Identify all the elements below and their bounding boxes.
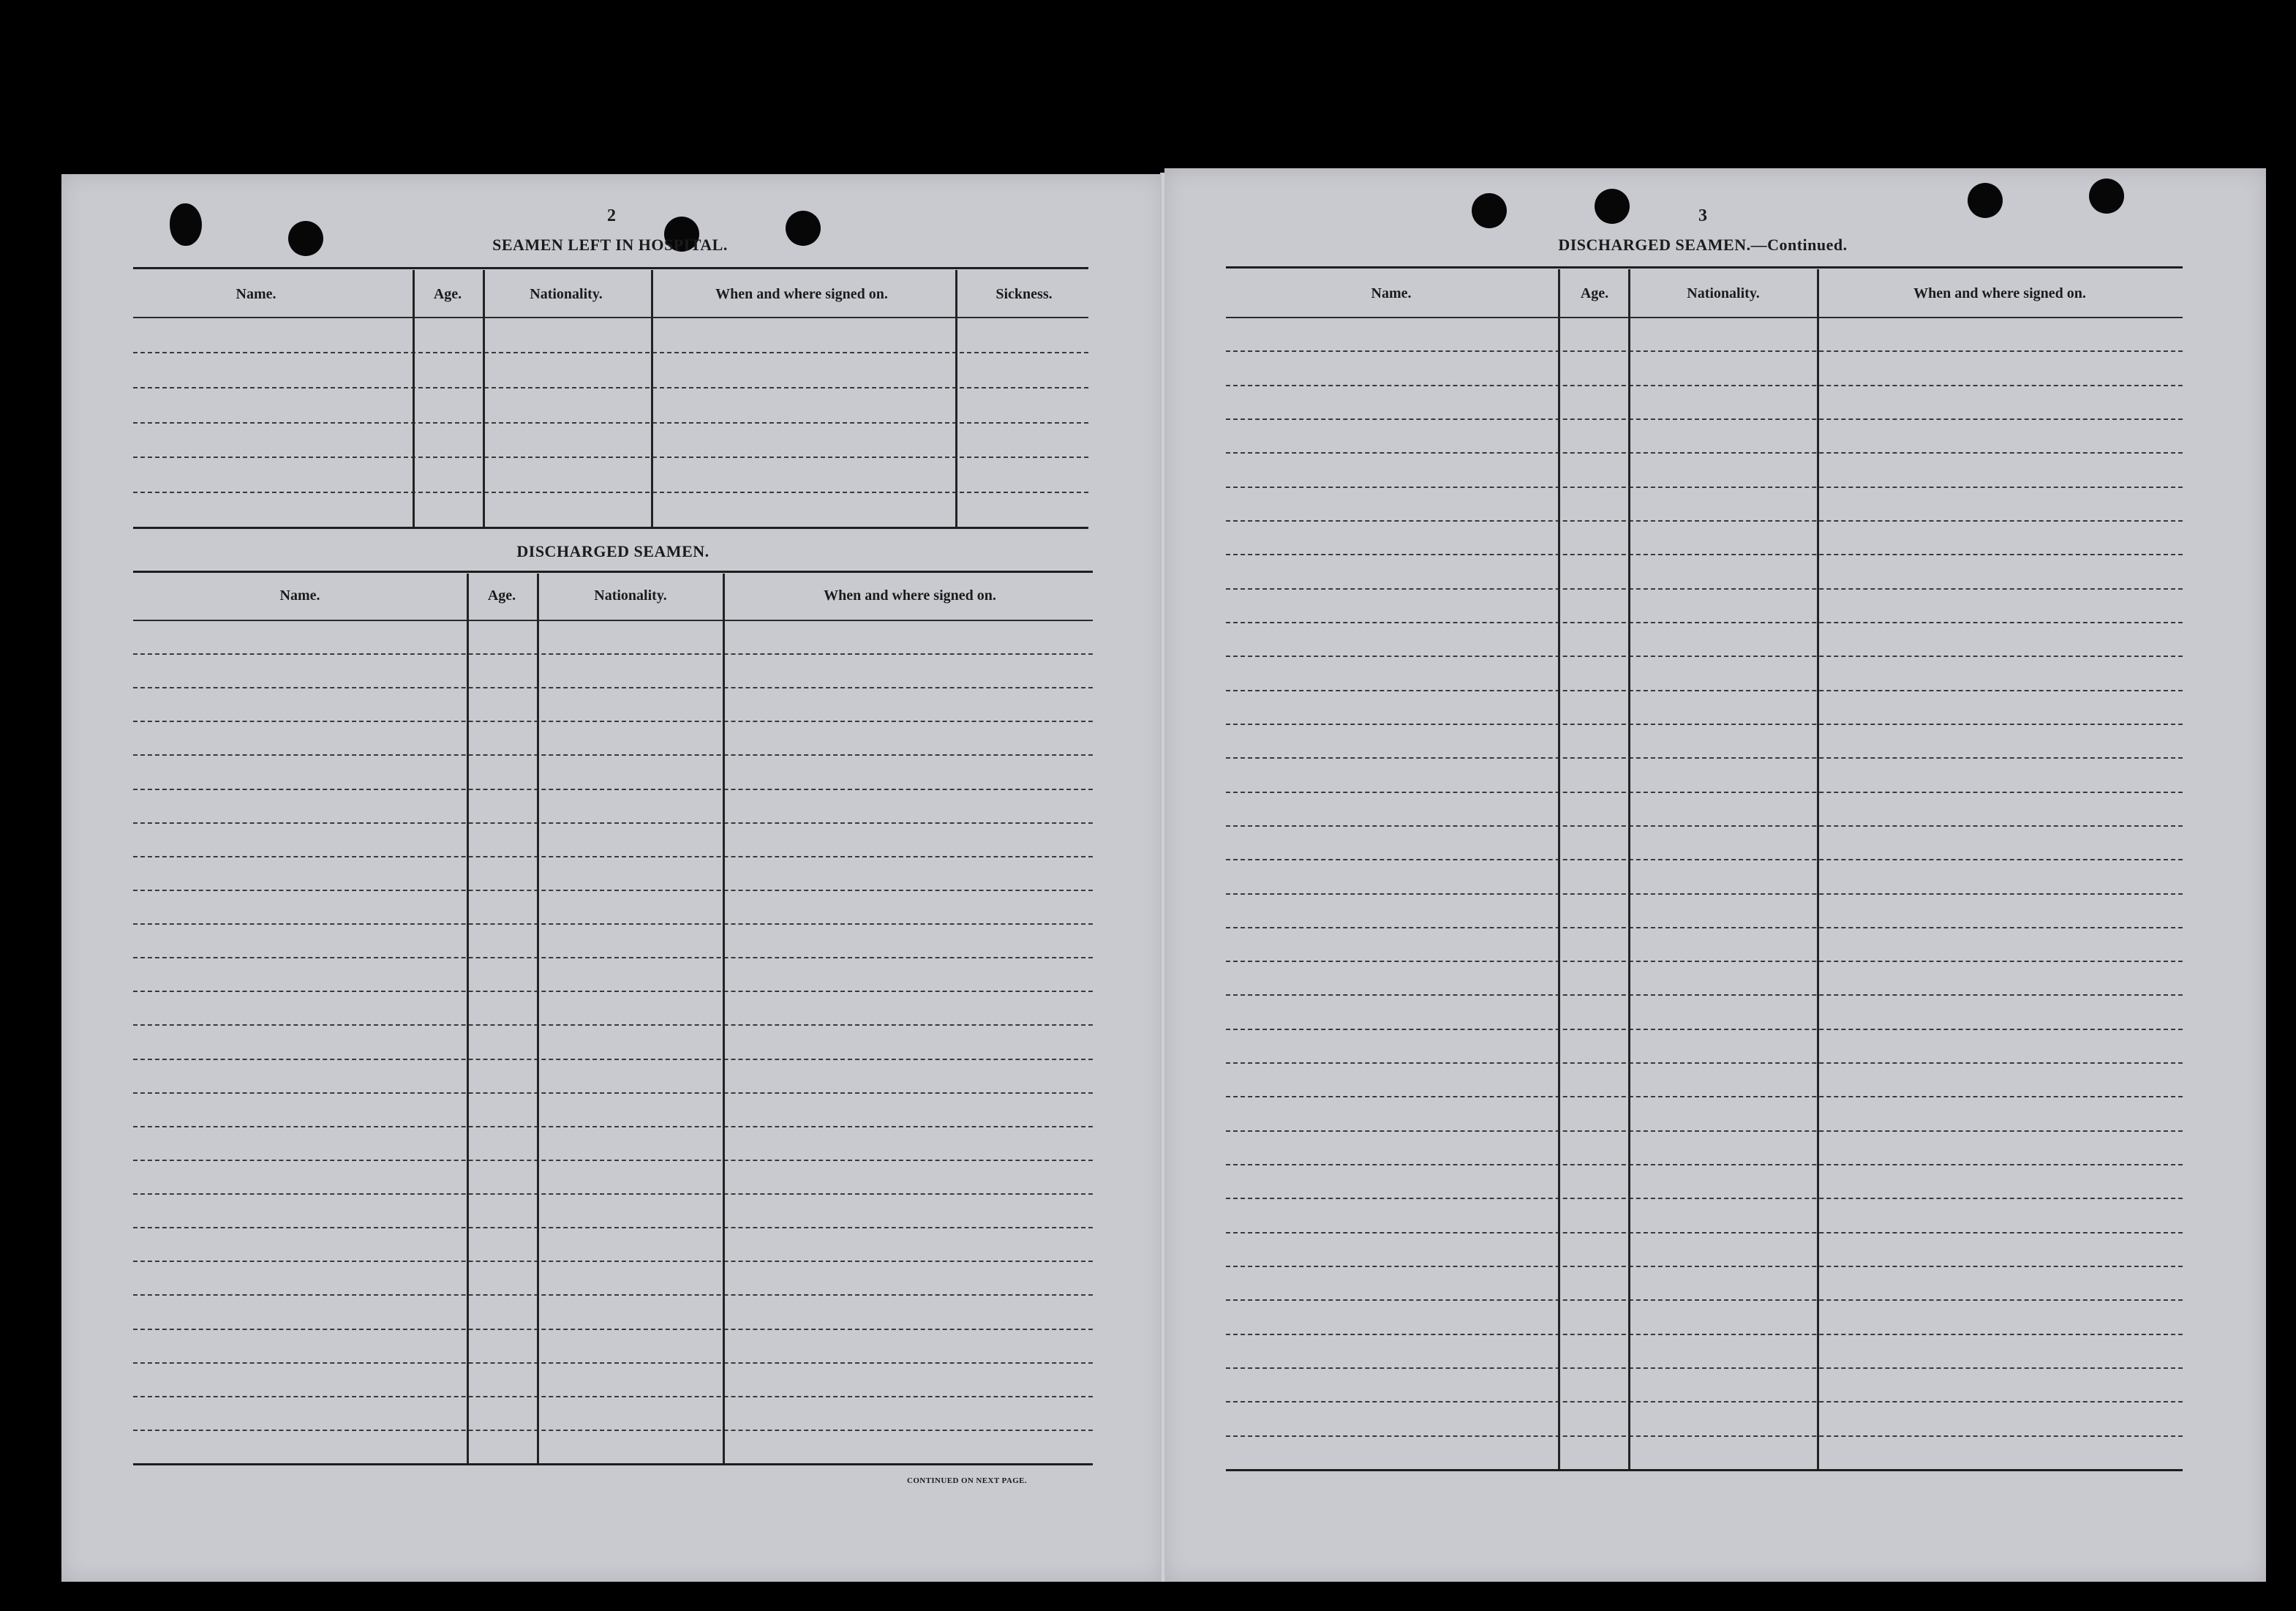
hospital-table-top-rule (133, 267, 1088, 269)
discharged-table-row-line (133, 1024, 1093, 1026)
continued-col-name-header: Name. (1371, 285, 1412, 301)
continued-table-row-line (1226, 1299, 2183, 1301)
discharged-table-row-line (133, 1396, 1093, 1397)
continued-table-row-line (1226, 1334, 2183, 1335)
continued-table-row-line (1226, 927, 2183, 928)
continued-table-row-line (1226, 418, 2183, 420)
hospital-table-bottom-rule (133, 527, 1088, 529)
continued-table-row-line (1226, 690, 2183, 691)
continued-table-top-rule (1226, 266, 2183, 268)
discharged-table-row-line (133, 1059, 1093, 1060)
discharged-table-row-line (133, 1261, 1093, 1262)
discharged-table-bottom-rule (133, 1463, 1093, 1465)
continued-table-row-line (1226, 1130, 2183, 1132)
discharged-col-name-header: Name. (279, 587, 320, 604)
discharged-table-row-line (133, 991, 1093, 992)
continued-col-signed-on-header: When and where signed on. (1913, 285, 2086, 301)
continued-table-column-divider (1628, 269, 1630, 1469)
discharged-table-row-line (133, 754, 1093, 756)
continued-col-nationality-header: Nationality. (1687, 285, 1760, 301)
discharged-table-row-line (133, 1092, 1093, 1094)
continued-table-row-line (1226, 961, 2183, 962)
left-page-number: 2 (607, 206, 616, 225)
discharged-col-nationality-header: Nationality. (594, 587, 667, 604)
continued-table-row-line (1226, 1029, 2183, 1030)
continued-table-row-line (1226, 825, 2183, 827)
discharged-table-row-line (133, 923, 1093, 925)
continued-table-row-line (1226, 1367, 2183, 1369)
discharged-section-title: DISCHARGED SEAMEN. (516, 542, 709, 560)
continued-table-row-line (1226, 487, 2183, 488)
punch-hole (170, 203, 202, 246)
continued-table-row-line (1226, 554, 2183, 555)
continued-table-row-line (1226, 792, 2183, 793)
punch-hole (2089, 179, 2124, 214)
hospital-table-column-divider (483, 270, 485, 527)
hospital-table-row-line (133, 422, 1088, 424)
left-form-page (61, 174, 1164, 1582)
continued-table-row-line (1226, 994, 2183, 996)
continued-table-row-line (1226, 385, 2183, 386)
discharged-table-row-line (133, 1126, 1093, 1127)
hospital-col-age-header: Age. (433, 286, 462, 302)
punch-hole (288, 221, 323, 256)
discharged-table-row-line (133, 957, 1093, 958)
continued-table-column-divider (1558, 269, 1560, 1469)
continued-table-row-line (1226, 1435, 2183, 1437)
punch-hole (1968, 183, 2003, 218)
continued-table-row-line (1226, 1232, 2183, 1233)
discharged-table-column-divider (723, 574, 725, 1463)
continued-table-row-line (1226, 350, 2183, 352)
discharged-table-row-line (133, 721, 1093, 722)
discharged-table-row-line (133, 653, 1093, 655)
punch-hole (1472, 193, 1507, 228)
discharged-table-header-rule (133, 620, 1093, 621)
continued-table-row-line (1226, 588, 2183, 590)
hospital-table-row-line (133, 352, 1088, 353)
continued-table-column-divider (1817, 269, 1819, 1469)
continued-table-bottom-rule (1226, 1469, 2183, 1471)
right-form-page (1164, 168, 2266, 1582)
hospital-table-column-divider (651, 270, 653, 527)
hospital-col-sickness-header: Sickness. (995, 286, 1053, 302)
continued-table-row-line (1226, 656, 2183, 657)
discharged-table-row-line (133, 1193, 1093, 1195)
punch-hole (1595, 189, 1630, 224)
discharged-table-row-line (133, 1430, 1093, 1431)
discharged-col-age-header: Age. (487, 587, 516, 604)
continued-col-age-header: Age. (1580, 285, 1609, 301)
hospital-col-name-header: Name. (236, 286, 276, 302)
hospital-table-row-line (133, 492, 1088, 493)
hospital-col-signed-on-header: When and where signed on. (715, 286, 888, 302)
discharged-continued-title: DISCHARGED SEAMEN.—Continued. (1558, 236, 1848, 254)
discharged-table-row-line (133, 1362, 1093, 1364)
continued-table-row-line (1226, 1096, 2183, 1097)
discharged-table-top-rule (133, 571, 1093, 573)
hospital-table-row-line (133, 457, 1088, 458)
hospital-table-header-rule (133, 317, 1088, 318)
hospital-table-row-line (133, 387, 1088, 388)
continued-table-row-line (1226, 452, 2183, 454)
hospital-col-nationality-header: Nationality. (530, 286, 603, 302)
continued-table-row-line (1226, 859, 2183, 860)
continued-table-row-line (1226, 1198, 2183, 1199)
discharged-table-row-line (133, 1227, 1093, 1228)
continued-table-row-line (1226, 622, 2183, 623)
discharged-table-row-line (133, 890, 1093, 891)
hospital-table-column-divider (413, 270, 415, 527)
continued-table-row-line (1226, 757, 2183, 759)
punch-hole (786, 211, 821, 246)
discharged-table-row-line (133, 1329, 1093, 1330)
continued-table-row-line (1226, 1266, 2183, 1267)
discharged-table-row-line (133, 687, 1093, 688)
continued-table-row-line (1226, 1401, 2183, 1402)
discharged-table-row-line (133, 1294, 1093, 1296)
continued-footer: CONTINUED ON NEXT PAGE. (907, 1476, 1028, 1485)
continued-table-row-line (1226, 893, 2183, 895)
right-page-number: 3 (1698, 206, 1707, 225)
hospital-table-column-divider (955, 270, 957, 527)
page-fold (1160, 173, 1166, 1582)
continued-table-row-line (1226, 1062, 2183, 1064)
discharged-table-column-divider (537, 574, 539, 1463)
continued-table-row-line (1226, 724, 2183, 725)
continued-table-header-rule (1226, 317, 2183, 318)
discharged-table-column-divider (467, 574, 469, 1463)
continued-table-row-line (1226, 520, 2183, 522)
continued-table-row-line (1226, 1164, 2183, 1165)
discharged-table-row-line (133, 856, 1093, 857)
discharged-table-row-line (133, 1160, 1093, 1161)
discharged-table-row-line (133, 822, 1093, 824)
discharged-table-row-line (133, 789, 1093, 790)
discharged-col-signed-on-header: When and where signed on. (824, 587, 996, 604)
hospital-section-title: SEAMEN LEFT IN HOSPITAL. (492, 236, 728, 254)
